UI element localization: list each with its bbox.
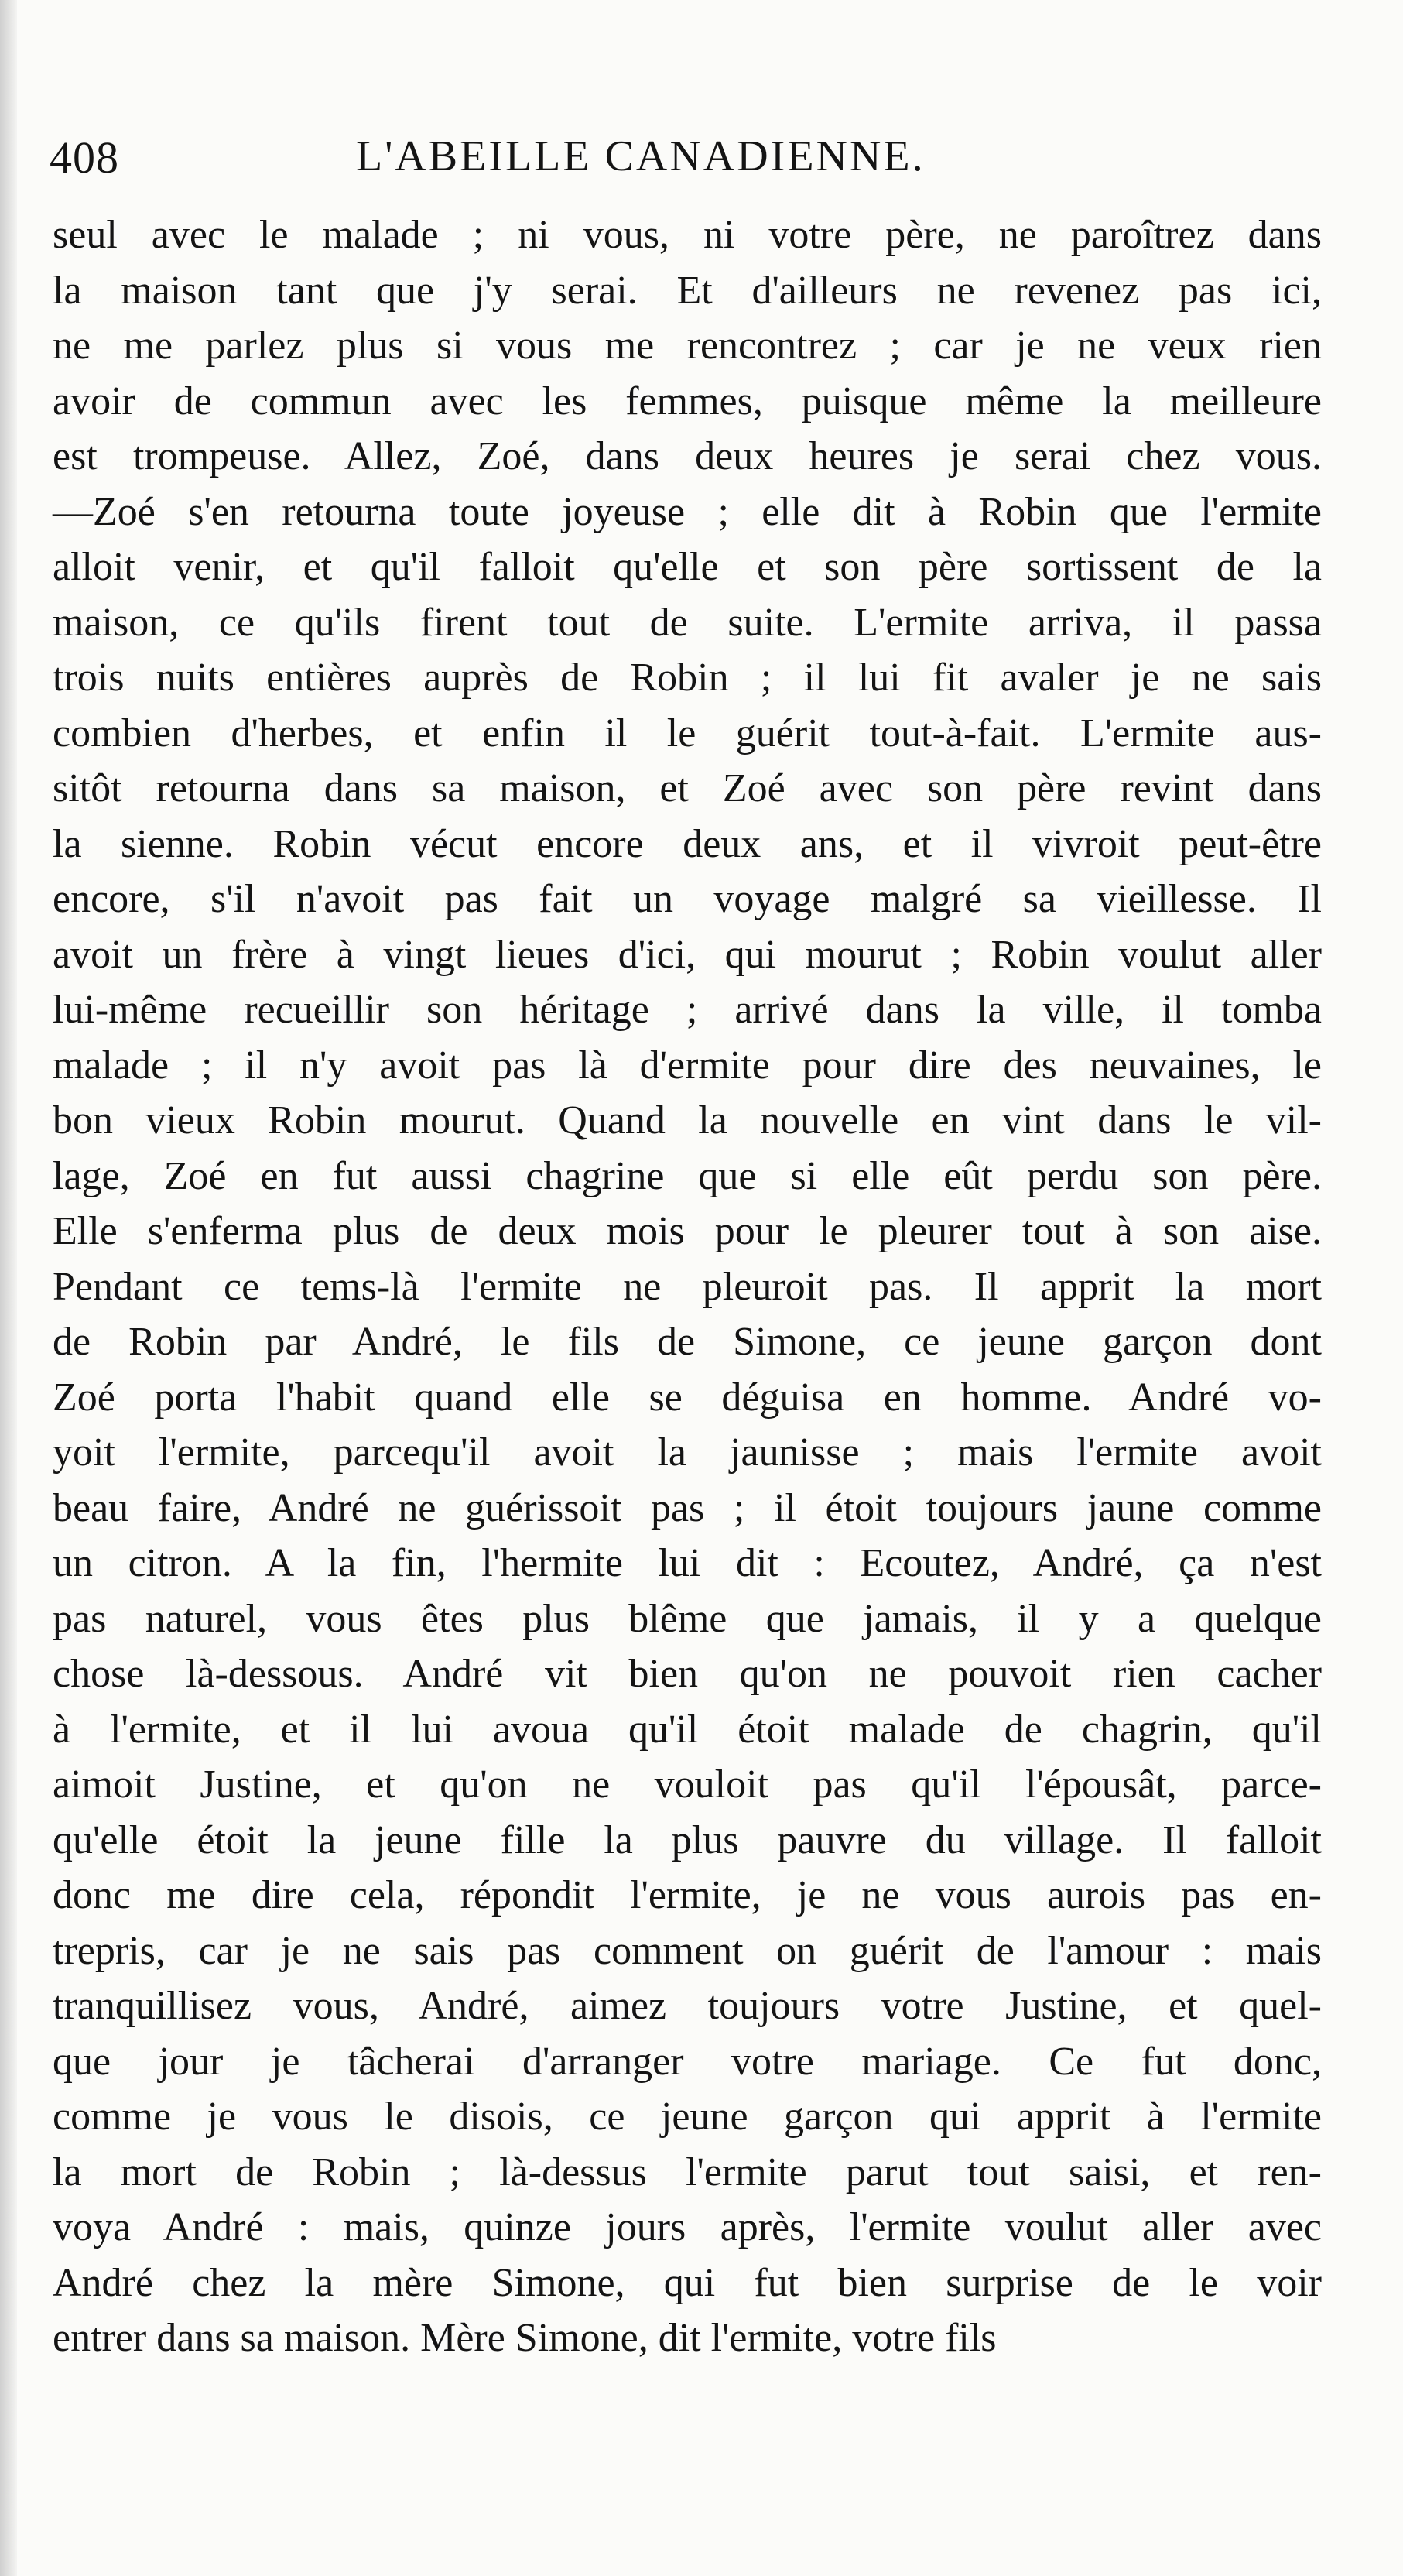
text-line: avoit un frère à vingt lieues d'ici, qui mourut ; Robin voulut aller [53,932,1322,977]
text-line: avoir de commun avec les femmes, puisque même la meilleure [53,379,1322,423]
text-line: pas naturel, vous êtes plus blême que jamais, il y a quelque [53,1596,1322,1641]
text-line: voya André : mais, quinze jours après, l'ermite voulut aller avec [53,2205,1322,2249]
text-line: —Zoé s'en retourna toute joyeuse ; elle dit à Robin que l'ermite [53,489,1322,534]
running-head [50,132,1056,201]
text-line: lage, Zoé en fut aussi chagrine que si elle eût perdu son père. [53,1153,1322,1198]
text-line: qu'elle étoit la jeune fille la plus pauvre du village. Il falloit [53,1817,1322,1862]
text-line: est trompeuse. Allez, Zoé, dans deux heures je serai chez vous. [53,434,1322,478]
text-line: maison, ce qu'ils firent tout de suite. L'ermite arriva, il passa [53,600,1322,645]
text-line: bon vieux Robin mourut. Quand la nouvelle en vint dans le vil- [53,1098,1322,1142]
text-line: beau faire, André ne guérissoit pas ; il étoit toujours jaune comme [53,1485,1322,1530]
text-line: chose là-dessous. André vit bien qu'on ne pouvoit rien cacher [53,1652,1322,1696]
text-line: que jour je tâcherai d'arranger votre mariage. Ce fut donc, [53,2039,1322,2084]
text-line: Pendant ce tems-là l'ermite ne pleuroit pas. Il apprit la mort [53,1264,1322,1309]
text-line: alloit venir, et qu'il falloit qu'elle et son père sortissent de la [53,545,1322,589]
text-line: de Robin par André, le fils de Simone, ce jeune garçon dont [53,1320,1322,1364]
text-line: combien d'herbes, et enfin il le guérit tout-à-fait. L'ermite aus- [53,711,1322,755]
text-line: à l'ermite, et il lui avoua qu'il étoit malade de chagrin, qu'il [53,1707,1322,1752]
text-line: la maison tant que j'y serai. Et d'ailleurs ne revenez pas ici, [53,268,1322,313]
text-line: yoit l'ermite, parcequ'il avoit la jaunisse ; mais l'ermite avoit [53,1430,1322,1475]
text-line: André chez la mère Simone, qui fut bien surprise de le voir [53,2260,1322,2305]
text-line: entrer dans sa maison. Mère Simone, dit l'ermite, votre fils [53,2316,997,2360]
text-line: ne me parlez plus si vous me rencontrez ; car je ne veux rien [53,324,1322,368]
text-line: trepris, car je ne sais pas comment on guérit de l'amour : mais [53,1928,1322,1973]
running-title: L'ABEILLE CANADIENNE. [356,132,926,180]
text-line: sitôt retourna dans sa maison, et Zoé avec son père revint dans [53,766,1322,810]
text-line: comme je vous le disois, ce jeune garçon qui apprit à l'ermite [53,2095,1322,2139]
text-line: donc me dire cela, répondit l'ermite, je ne vous aurois pas en- [53,1873,1322,1917]
page-number: 408 [50,132,119,183]
text-line: encore, s'il n'avoit pas fait un voyage malgré sa vieillesse. Il [53,877,1322,921]
text-line: lui-même recueillir son héritage ; arrivé dans la ville, il tomba [53,988,1322,1032]
body-text [53,207,1322,2366]
text-line: la sienne. Robin vécut encore deux ans, et il vivroit peut-être [53,821,1322,866]
text-line: un citron. A la fin, l'hermite lui dit : Ecoutez, André, ça n'est [53,1541,1322,1585]
text-line: Zoé porta l'habit quand elle se déguisa en homme. André vo- [53,1375,1322,1420]
text-line: trois nuits entières auprès de Robin ; il lui fit avaler je ne sais [53,656,1322,700]
text-line: tranquillisez vous, André, aimez toujours votre Justine, et quel- [53,1984,1322,2028]
text-line: malade ; il n'y avoit pas là d'ermite pour dire des neuvaines, le [53,1043,1322,1088]
text-line: Elle s'enferma plus de deux mois pour le pleurer tout à son aise. [53,1209,1322,1253]
text-line: la mort de Robin ; là-dessus l'ermite parut tout saisi, et ren- [53,2150,1322,2194]
text-line: aimoit Justine, et qu'on ne vouloit pas qu'il l'épousât, parce- [53,1762,1322,1807]
text-line: seul avec le malade ; ni vous, ni votre père, ne paroîtrez dans [53,213,1322,257]
scan-gutter-edge [0,0,17,2576]
